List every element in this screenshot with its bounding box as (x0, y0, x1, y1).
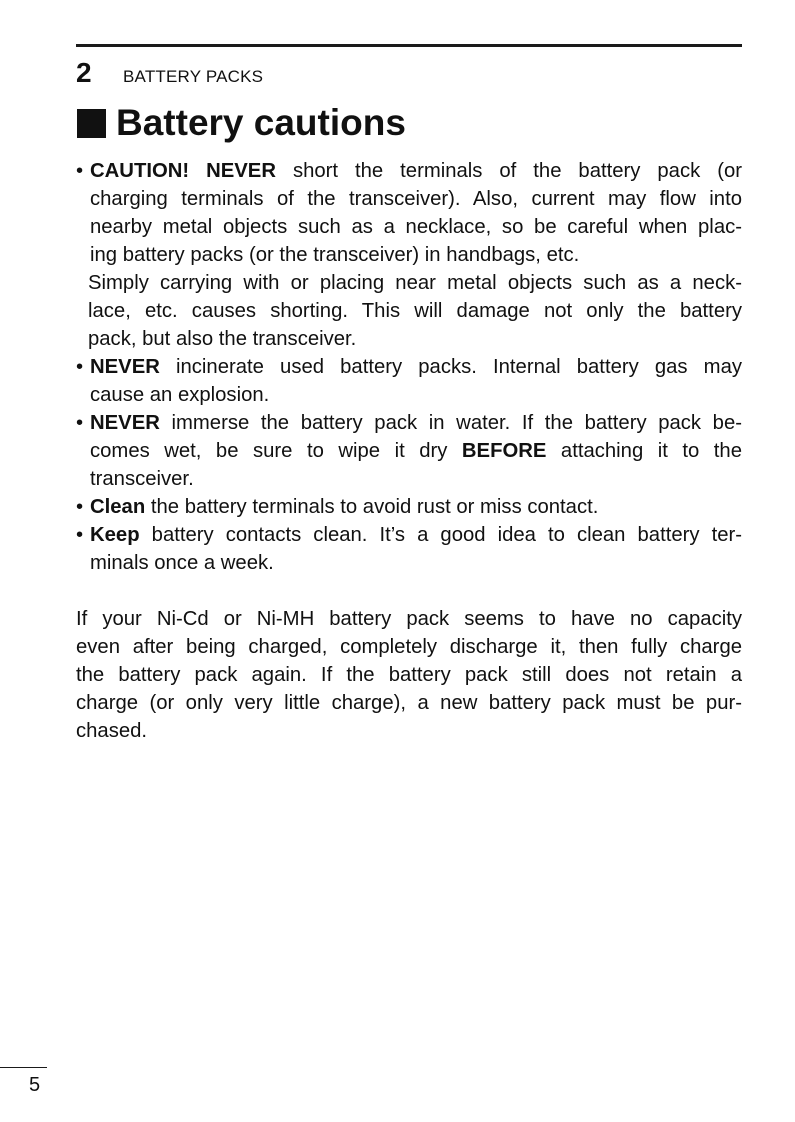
bold-keyword: BEFORE (461, 440, 547, 462)
text-line (90, 409, 742, 437)
header-rule (76, 44, 742, 47)
bullet-continuation (76, 269, 742, 353)
bold-keyword: Clean (90, 496, 146, 518)
text-line: nearby metal objects such as a necklace, so be careful when plac- (90, 216, 742, 238)
text-run: comes wet, be sure to wipe it dry (90, 440, 462, 462)
bullet-dot-icon: • (76, 496, 84, 518)
list-item (76, 493, 742, 521)
capacity-paragraph (76, 605, 742, 745)
list-item (76, 353, 742, 409)
text-line: the battery pack again. If the battery pack still does not retain a (76, 664, 742, 686)
bold-keyword: CAUTION! NEVER (90, 160, 276, 182)
text-run: battery contacts clean. It’s a good idea to clean battery ter- (139, 524, 742, 546)
text-line (90, 521, 742, 549)
bullet-dot-icon: • (76, 160, 84, 182)
text-line: even after being charged, completely discharge it, then fully charge (76, 636, 742, 658)
page-number: 5 (29, 1074, 41, 1096)
text-line: ing battery packs (or the transceiver) in handbags, etc. (90, 244, 580, 266)
black-square-icon (77, 109, 106, 138)
list-item (76, 521, 742, 577)
paragraph-gap (76, 577, 742, 605)
text-line: Simply carrying with or placing near metal objects such as a neck- (88, 272, 742, 294)
text-run: immerse the battery pack in water. If the battery pack be- (159, 412, 742, 434)
list-item (76, 409, 742, 493)
body-text (76, 157, 742, 745)
text-line: chased. (76, 720, 148, 742)
text-line: pack, but also the transceiver. (88, 328, 357, 350)
bold-keyword: NEVER (90, 356, 160, 378)
text-line: charging terminals of the transceiver). Also, current may flow into (90, 188, 742, 210)
text-line (90, 353, 742, 381)
chapter-title: BATTERY PACKS (123, 67, 264, 86)
text-line: If your Ni-Cd or Ni-MH battery pack seems to have no capacity (76, 608, 742, 630)
text-line: transceiver. (90, 468, 194, 490)
text-line (90, 493, 742, 521)
bullet-dot-icon: • (76, 524, 84, 546)
list-item (76, 157, 742, 269)
text-run: incinerate used battery packs. Internal battery gas may (159, 356, 742, 378)
text-run: attaching it to the (546, 440, 742, 462)
text-line (90, 157, 742, 185)
section-title: Battery cautions (116, 102, 406, 143)
text-run: the battery terminals to avoid rust or miss contact. (145, 496, 599, 518)
text-line: lace, etc. causes shorting. This will damage not only the battery (88, 300, 742, 322)
text-line: charge (or only very little charge), a new battery pack must be pur- (76, 692, 742, 714)
section-heading (77, 101, 406, 145)
text-line: cause an explosion. (90, 384, 270, 406)
bullet-dot-icon: • (76, 412, 84, 434)
text-line (90, 437, 742, 465)
bold-keyword: NEVER (90, 412, 160, 434)
text-run: short the terminals of the battery pack (or (275, 160, 742, 182)
bullet-dot-icon: • (76, 356, 84, 378)
bold-keyword: Keep (90, 524, 140, 546)
chapter-number: 2 (76, 57, 92, 88)
text-line: minals once a week. (90, 552, 274, 574)
footer-rule (0, 1067, 47, 1068)
